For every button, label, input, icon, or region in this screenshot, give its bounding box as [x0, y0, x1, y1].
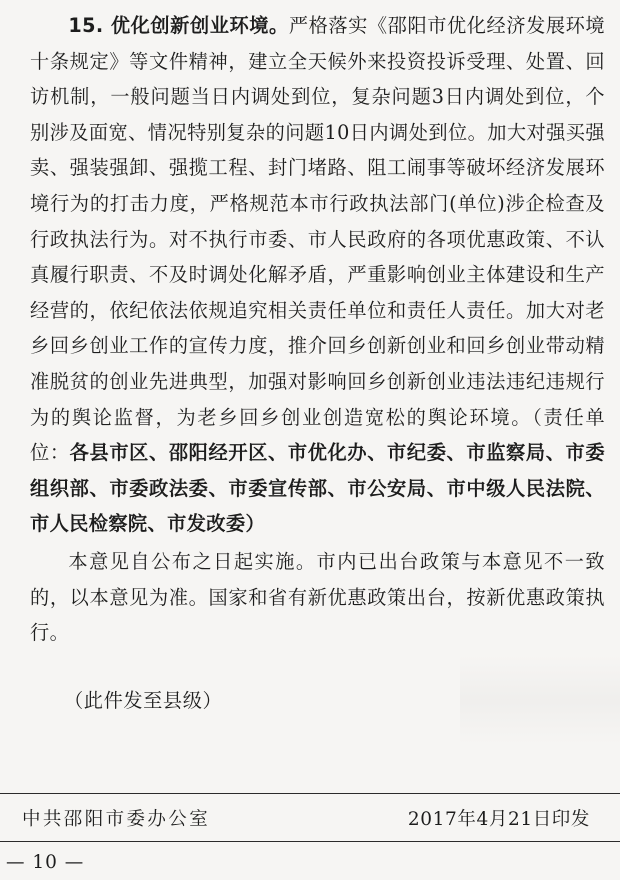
- item-text: 严格落实《邵阳市优化经济发展环境十条规定》等文件精神，建立全天候外来投资投诉受理、处置、回访机制，一般问题当日内调处到位，复杂问题3日内调处到位，个别涉及面宽、情况特别复杂的问题10日内调处到位。加大对强买强卖、强装强卸、强揽工程、封门堵路、阻工闹事等破坏经济发展环境行为的打击力度，严格规范本市行政执法部门(单位)涉企检查及行政执法行为。对不执行市委、市人民政府的各项优惠政策、不认真履行职责、不及时调处化解矛盾，严重影响创业主体建设和生产经营的，依纪依法依规追究相关责任单位和责任人责任。加大对老乡回乡创业工作的宣传力度，推介回乡创新创业和回乡创业带动精准脱贫的创业先进典型，加强对影响回乡创新创业违法违纪违规行为的舆论监督，为老乡回乡创业创造宽松的舆论环境。: [30, 14, 605, 429]
- paragraph-item-15: [30, 8, 605, 542]
- responsible-label: （责任单位：: [30, 405, 606, 465]
- document-body: [30, 8, 605, 651]
- paragraph-effective: 本意见自公布之日起实施。市内已出台政策与本意见不一致的，以本意见为准。国家和省有新优惠政策出台，按新优惠政策执行。: [30, 549, 605, 645]
- footer-rule-bottom: [0, 841, 620, 842]
- issue-date: 2017年4月21日印发: [407, 809, 590, 830]
- paper-show-through: [460, 655, 620, 745]
- page-number: — 10 —: [6, 852, 85, 873]
- item-heading: 15. 优化创新创业环境。: [68, 14, 289, 37]
- footer-rule-top: [0, 793, 620, 794]
- issuer-name: 中共邵阳市委办公室: [22, 809, 211, 830]
- distribution-note: （此件发至县级）: [64, 689, 223, 712]
- responsible-units: 各县市区、邵阳经开区、市优化办、市纪委、市监察局、市委组织部、市委政法委、市委宣传部、市公安局、市中级人民法院、市人民检察院、市发改委）: [30, 441, 605, 536]
